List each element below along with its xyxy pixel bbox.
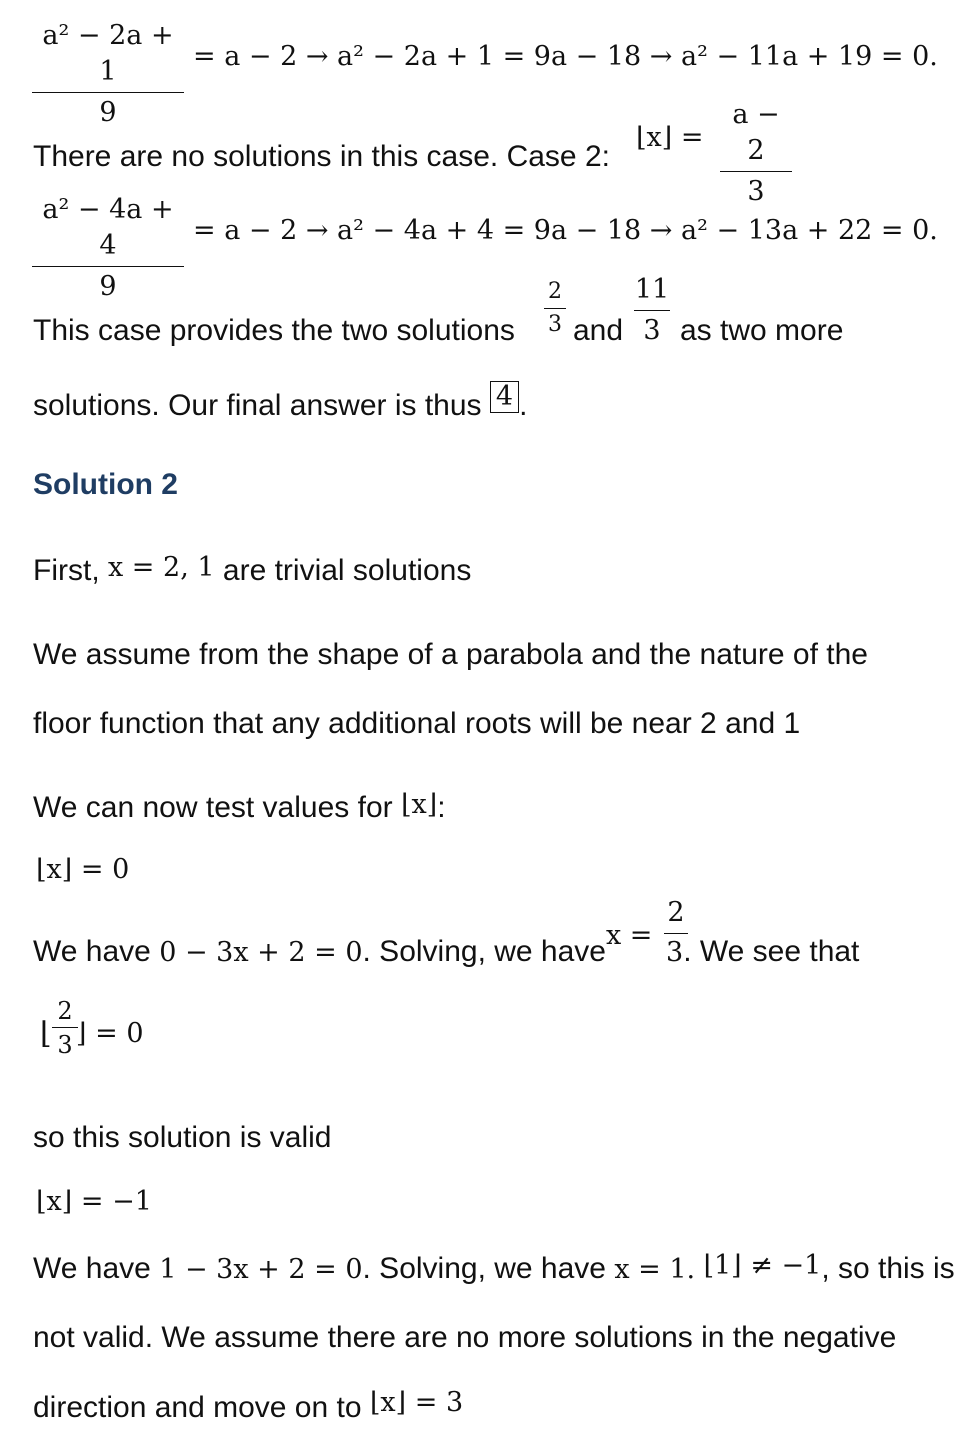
test-values-text: We can now test values for [33, 791, 393, 824]
floor-equals-zero: ⌊x⌋ = 0 [36, 854, 130, 885]
assumption-line-2: floor function that any additional roots will be near 2 and 1 [33, 707, 801, 740]
trivial-solutions-math: x = 2, 1 [108, 552, 215, 583]
solving-text: . Solving, we have [362, 1252, 606, 1285]
not-valid-line: not valid. We assume there are no more solutions in the negative [33, 1321, 897, 1354]
fraction-numerator: 2 [548, 279, 562, 304]
floor-x-math: ⌊x⌋ [400, 789, 438, 820]
fraction-bar [52, 1027, 78, 1028]
fraction-denominator: 3 [57, 1031, 73, 1059]
floor-equals-three: ⌊x⌋ = 3 [369, 1387, 464, 1418]
fraction-denominator: 3 [643, 315, 661, 346]
case1-equation-rest: = a − 2 → a² − 2a + 1 = 9a − 18 → a² − 11a + 19 = 0. [193, 41, 938, 72]
fraction-denominator: 3 [666, 937, 684, 968]
fraction-denominator: 3 [548, 312, 562, 337]
floor-fraction [52, 997, 78, 1059]
x-equals: x = [606, 920, 653, 951]
assumption-line-1: We assume from the shape of a parabola and the nature of the [33, 638, 868, 671]
fraction-numerator: 2 [57, 997, 73, 1025]
case2-eq-fraction-denominator: 9 [99, 271, 117, 302]
move-on-line [33, 1387, 464, 1427]
floor-open: ⌊ [40, 1016, 52, 1051]
solution-fraction-eleven-thirds [634, 272, 670, 348]
case2-solutions-text: This case provides the two solutions [33, 314, 515, 347]
solving-text: . Solving, we have [362, 935, 606, 968]
equation-zero-case: 0 − 3x + 2 = 0 [159, 937, 363, 968]
final-answer-box: 4 [490, 381, 519, 413]
and-text: and [573, 314, 624, 347]
solve-neg-one-line [33, 1251, 955, 1288]
solution-fraction-two-thirds [544, 278, 566, 338]
equation-neg-one-case: 1 − 3x + 2 = 0 [159, 1254, 363, 1285]
case1-fraction [32, 18, 184, 130]
solution-2-heading: Solution 2 [33, 468, 178, 501]
we-see-that-text: . We see that [683, 935, 860, 968]
we-have-text: We have [33, 1252, 151, 1285]
case2-floor-lhs: ⌊x⌋ = [636, 122, 704, 153]
more-solutions-text: as two more [680, 314, 844, 347]
case2-equation-rest: = a − 2 → a² − 4a + 4 = 9a − 18 → a² − 13a + 22 = 0. [193, 215, 938, 246]
case2-fraction-denominator: 3 [747, 176, 765, 207]
fraction-bar [32, 266, 184, 267]
case2-fraction [720, 97, 792, 209]
case1-conclusion-text: There are no solutions in this case. Case 2: [33, 140, 610, 173]
we-have-text: We have [33, 935, 151, 968]
fraction-bar [544, 308, 566, 309]
case2-fraction-numerator: a − 2 [732, 99, 780, 166]
fraction-numerator: 11 [634, 274, 670, 305]
fraction-bar [634, 310, 670, 311]
fraction-numerator: 2 [667, 897, 685, 928]
case2-eq-fraction [32, 192, 184, 304]
x-fraction-two-thirds [664, 895, 688, 937]
final-answer-text: solutions. Our final answer is thus [33, 389, 482, 422]
case2-eq-fraction-numerator: a² − 4a + 4 [42, 194, 174, 261]
x-equals-one: x = 1. [614, 1254, 696, 1285]
floor-equals-neg-one: ⌊x⌋ = −1 [36, 1186, 152, 1217]
final-answer-line [33, 381, 528, 424]
solve-zero-line [33, 934, 606, 971]
we-see-that-line [666, 934, 859, 971]
first-text: First, [33, 554, 100, 587]
fraction-bar [720, 171, 792, 172]
fraction-bar [32, 92, 184, 93]
direction-text: direction and move on to [33, 1391, 362, 1424]
final-answer-period: . [519, 389, 528, 422]
floor-close-equals-zero: ⌋ = 0 [76, 1018, 144, 1049]
floor-one-not-neg-one: ⌊1⌋ ≠ −1 [703, 1250, 822, 1281]
so-this-is-text: , so this is [821, 1252, 955, 1285]
colon: : [437, 791, 446, 824]
trivial-solutions-text: are trivial solutions [222, 554, 472, 587]
test-values-line [33, 790, 446, 827]
trivial-solutions-line [33, 553, 471, 590]
valid-solution-text: so this solution is valid [33, 1121, 332, 1154]
case1-fraction-numerator: a² − 2a + 1 [42, 20, 174, 87]
case1-fraction-denominator: 9 [99, 97, 117, 128]
